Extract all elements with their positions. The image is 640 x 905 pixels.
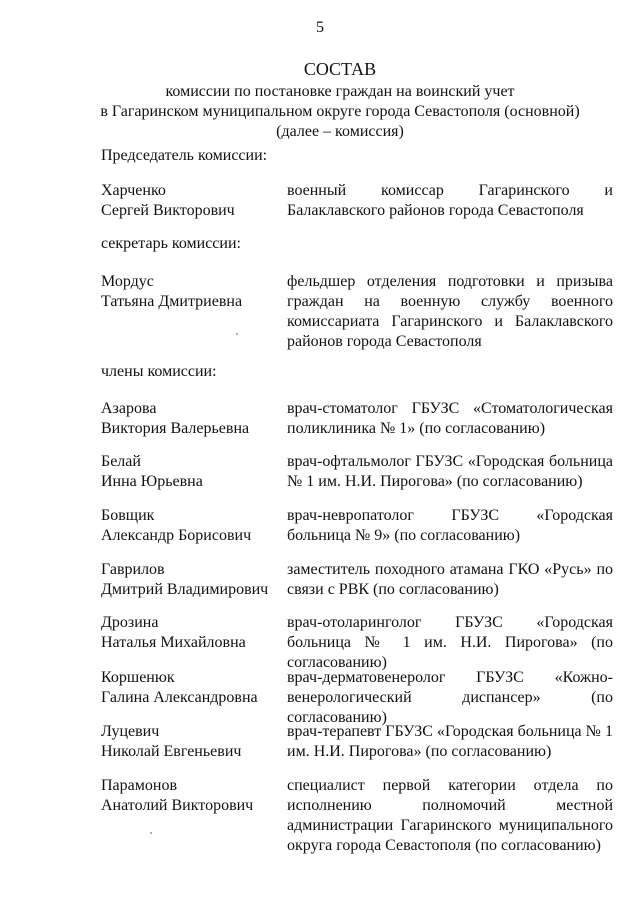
- section-members-label: члены комиссии:: [101, 363, 217, 380]
- member-role: фельдшер отделения подготовки и призыва граждан на военную службу военного комиссариата Гагаринского и Балаклавского районов города Севастополя: [287, 273, 613, 350]
- member-role: заместитель походного атамана ГКО «Русь» по связи с РВК (по согласованию): [287, 561, 613, 598]
- member-role: военный комиссар Гагаринского и Балаклавского районов города Севастополя: [287, 182, 613, 219]
- member-name: [101, 399, 281, 439]
- member-surname: Дрозина: [101, 614, 159, 631]
- member-given-name: Анатолий Викторович: [101, 797, 254, 814]
- member-given-name: Сергей Викторович: [101, 202, 235, 219]
- member-surname: Бовщик: [101, 507, 155, 524]
- member-name: [101, 668, 281, 708]
- member-name: [101, 452, 281, 492]
- section-chairman-label: Председатель комиссии:: [101, 147, 268, 164]
- section-secretary-label: секретарь комиссии:: [101, 235, 241, 252]
- document-title: СОСТАВ: [303, 59, 377, 79]
- member-surname: Коршенюк: [101, 669, 175, 686]
- member-name: [101, 560, 281, 600]
- member-role: врач-дерматовенеролог ГБУЗС «Кожно-венерологический диспансер» (по согласованию): [287, 669, 613, 726]
- member-given-name: Александр Борисович: [101, 527, 252, 544]
- member-surname: Харченко: [101, 182, 166, 199]
- member-given-name: Инна Юрьевна: [101, 473, 203, 490]
- scan-speck: [236, 333, 238, 335]
- member-surname: Белай: [101, 453, 141, 470]
- member-name: [101, 506, 281, 546]
- member-role: врач-офтальмолог ГБУЗС «Городская больница № 1 им. Н.И. Пирогова» (по согласованию): [287, 453, 613, 490]
- member-role: врач-отоларинголог ГБУЗС «Городская больница № 1 им. Н.И. Пирогова» (по согласованию): [287, 614, 613, 671]
- member-name: [101, 776, 281, 816]
- member-given-name: Галина Александровна: [101, 689, 258, 706]
- member-name: [101, 272, 281, 312]
- member-given-name: Татьяна Дмитриевна: [101, 293, 243, 310]
- page-number: 5: [316, 19, 324, 36]
- member-given-name: Виктория Валерьевна: [101, 420, 250, 437]
- member-name: [101, 181, 281, 221]
- header-line-3: (далее – комиссия): [276, 123, 404, 140]
- member-surname: Мордус: [101, 273, 154, 290]
- header-line-1: комиссии по постановке граждан на воинский учет: [165, 83, 515, 100]
- member-name: [101, 613, 281, 653]
- member-surname: Гаврилов: [101, 561, 165, 578]
- member-name: [101, 722, 281, 762]
- member-surname: Азарова: [101, 400, 157, 417]
- member-role: врач-стоматолог ГБУЗС «Стоматологическая поликлиника № 1» (по согласованию): [287, 400, 613, 437]
- header-line-2: в Гагаринском муниципальном округе города Севастополя (основной): [100, 103, 580, 120]
- member-given-name: Наталья Михайловна: [101, 634, 246, 651]
- document-header: [60, 58, 620, 142]
- member-surname: Луцевич: [101, 723, 160, 740]
- member-given-name: Николай Евгеньевич: [101, 743, 242, 760]
- member-role: врач-невропатолог ГБУЗС «Городская больница № 9» (по согласованию): [287, 507, 613, 544]
- member-role: врач-терапевт ГБУЗС «Городская больница № 1 им. Н.И. Пирогова» (по согласованию): [287, 723, 613, 760]
- member-role: специалист первой категории отдела по исполнению полномочий местной администрации Гагаринского муниципального округа города Севастополя (по согласованию): [287, 777, 613, 854]
- member-surname: Парамонов: [101, 777, 177, 794]
- member-given-name: Дмитрий Владимирович: [101, 581, 269, 598]
- scan-speck: [150, 832, 152, 834]
